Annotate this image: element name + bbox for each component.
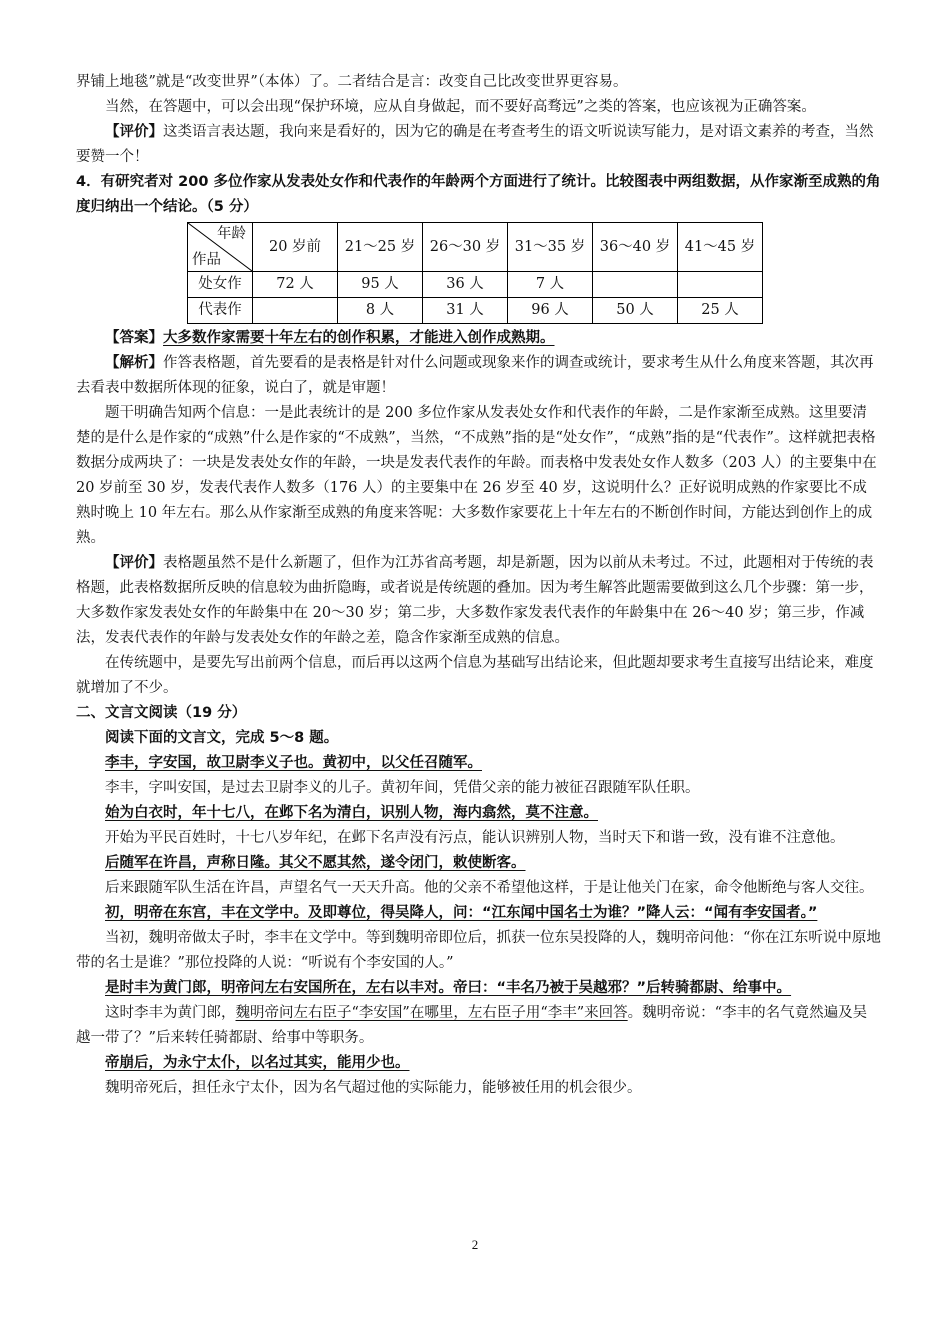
table-cell bbox=[678, 272, 763, 298]
table-cell: 95 人 bbox=[338, 272, 423, 298]
classical-sentence: 初，明帝在东宫，丰在文学中。及即尊位，得吴降人，问：“江东闻中国名士为谁？”降人云：“闻有李安国者。” bbox=[105, 905, 818, 921]
column-header: 21～25 岁 bbox=[338, 223, 423, 272]
row-label: 处女作 bbox=[188, 272, 253, 298]
section-heading: 二、文言文阅读（19 分） bbox=[76, 705, 247, 721]
table-cell: 31 人 bbox=[423, 298, 508, 324]
question-4: 4．有研究者对 200 多位作家从发表处女作和代表作的年龄两个方面进行了统计。比较图表中两组数据，从作家渐至成熟的角度归纳出一个结论。（5 分） bbox=[76, 174, 881, 215]
column-header: 31～35 岁 bbox=[508, 223, 593, 272]
evaluation-paragraph bbox=[76, 120, 881, 170]
analysis-text: 作答表格题，首先要看的是表格是针对什么问题或现象来作的调查或统计，要求考生从什么角度来答题，其次再去看表中数据所体现的征象，说白了，就是审题！ bbox=[76, 355, 874, 396]
document-page bbox=[76, 70, 881, 1101]
underlined-translation: 魏明帝问左右臣子“李安国”在哪里，左右臣子用“李丰”来回答 bbox=[235, 1005, 628, 1021]
evaluation-tag: 【评价】 bbox=[105, 124, 163, 140]
column-header: 26～30 岁 bbox=[423, 223, 508, 272]
paragraph: 当然，在答题中，可以会出现“保护环境，应从自身做起，而不要好高骛远”之类的答案，也应该视为正确答案。 bbox=[105, 99, 816, 115]
table-cell: 36 人 bbox=[423, 272, 508, 298]
translation: 后来跟随军队生活在许昌，声望名气一天天升高。他的父亲不希望他这样，于是让他关门在家，命令他断绝与客人交往。 bbox=[105, 880, 874, 896]
translation: 魏明帝死后，担任永宁太仆，因为名气超过他的实际能力，能够被任用的机会很少。 bbox=[105, 1080, 642, 1096]
table-cell: 96 人 bbox=[508, 298, 593, 324]
section-instruction: 阅读下面的文言文，完成 5～8 题。 bbox=[105, 730, 339, 746]
analysis-tag: 【解析】 bbox=[105, 355, 163, 371]
column-header: 20 岁前 bbox=[253, 223, 338, 272]
age-statistics-table bbox=[187, 222, 763, 324]
classical-sentence: 李丰，字安国，故卫尉李义子也。黄初中，以父任召随军。 bbox=[105, 755, 482, 771]
table-cell: 72 人 bbox=[253, 272, 338, 298]
translation: 当初，魏明帝做太子时，李丰在文学中。等到魏明帝即位后，抓获一位东吴投降的人，魏明帝问他：“你在江东听说中原地带的名士是谁？”那位投降的人说：“听说有个李安国的人。” bbox=[76, 930, 881, 971]
evaluation-tag: 【评价】 bbox=[105, 555, 163, 571]
evaluation-paragraph bbox=[76, 551, 881, 651]
row-label: 代表作 bbox=[188, 298, 253, 324]
answer-text: 大多数作家需要十年左右的创作积累，才能进入创作成熟期。 bbox=[163, 330, 555, 346]
paragraph: 在传统题中，是要先写出前两个信息，而后再以这两个信息为基础写出结论来，但此题却要求考生直接写出结论来，难度就增加了不少。 bbox=[76, 655, 874, 696]
table-row bbox=[188, 298, 763, 324]
analysis-paragraph: 题干明确告知两个信息：一是此表统计的是 200 多位作家从发表处女作和代表作的年龄，二是作家渐至成熟。这里要清楚的是什么是作家的“成熟”什么是作家的“不成熟”，当然，“不成熟”指的是“处女作”，“成熟”指的是“代表作”。这样就把表格数据分成两块了：一块是发表处女作的年龄，一块是发表代表作的年龄。而表格中发表处女作人数多（203 人）的主要集中在 20 岁前至 30 岁，发表代表作人数多（176 人）的主要集中在 26 岁至 40 岁，这说明什么？正好说明成熟的作家要比不成熟时晚上 10 年左右。那么从作家渐至成熟的角度来答呢：大多数作家要花上十年左右的不断创作时间，方能达到创作上的成熟。 bbox=[76, 405, 877, 546]
corner-label-age: 年龄 bbox=[217, 226, 246, 242]
table-row bbox=[188, 272, 763, 298]
table-corner-cell bbox=[188, 223, 253, 272]
table-cell: 7 人 bbox=[508, 272, 593, 298]
evaluation-text: 这类语言表达题，我向来是看好的，因为它的确是在考查考生的语文听说读写能力，是对语文素养的考查，当然要赞一个！ bbox=[76, 124, 874, 165]
column-header: 36～40 岁 bbox=[593, 223, 678, 272]
table-cell bbox=[253, 298, 338, 324]
table-header-row bbox=[188, 223, 763, 272]
corner-label-work: 作品 bbox=[192, 252, 221, 268]
translation: 开始为平民百姓时，十七八岁年纪，在邺下名声没有污点，能认识辨别人物，当时天下和谐一致，没有谁不注意他。 bbox=[105, 830, 845, 846]
translation: 这时李丰为黄门郎，魏明帝问左右臣子“李安国”在哪里，左右臣子用“李丰”来回答。魏明帝说：“李丰的名气竟然遍及吴越一带了？”后来转任骑都尉、给事中等职务。 bbox=[76, 1005, 868, 1046]
classical-sentence: 始为白衣时，年十七八，在邺下名为清白，识别人物，海内翕然，莫不注意。 bbox=[105, 805, 598, 821]
paragraph: 界铺上地毯”就是“改变世界”（本体）了。二者结合是言：改变自己比改变世界更容易。 bbox=[76, 74, 628, 90]
classical-sentence: 帝崩后，为永宁太仆，以名过其实，能用少也。 bbox=[105, 1055, 410, 1071]
table-cell: 50 人 bbox=[593, 298, 678, 324]
answer-tag: 【答案】 bbox=[105, 330, 163, 346]
column-header: 41～45 岁 bbox=[678, 223, 763, 272]
table-cell: 25 人 bbox=[678, 298, 763, 324]
classical-sentence: 是时丰为黄门郎，明帝问左右安国所在，左右以丰对。帝曰：“丰名乃被于吴越邪？”后转骑都尉、给事中。 bbox=[105, 980, 792, 996]
translation: 李丰，字叫安国，是过去卫尉李义的儿子。黄初年间，凭借父亲的能力被征召跟随军队任职。 bbox=[105, 780, 700, 796]
evaluation-text: 表格题虽然不是什么新题了，但作为江苏省高考题，却是新题，因为以前从未考过。不过，此题相对于传统的表格题，此表格数据所反映的信息较为曲折隐晦，或者说是传统题的叠加。因为考生解答此题需要做到这么几个步骤：第一步，大多数作家发表处女作的年龄集中在 20～30 岁；第二步，大多数作家发表代表作的年龄集中在 26～40 岁；第三步，作减法，发表代表作的年龄与发表处女作的年龄之差，隐含作家渐至成熟的信息。 bbox=[76, 555, 874, 646]
classical-sentence: 后随军在许昌，声称日隆。其父不愿其然，遂令闭门，敕使断客。 bbox=[105, 855, 526, 871]
table-cell bbox=[593, 272, 678, 298]
table-cell: 8 人 bbox=[338, 298, 423, 324]
analysis-paragraph bbox=[76, 351, 881, 401]
page-number: 2 bbox=[471, 1237, 479, 1252]
answer-paragraph bbox=[76, 326, 881, 351]
